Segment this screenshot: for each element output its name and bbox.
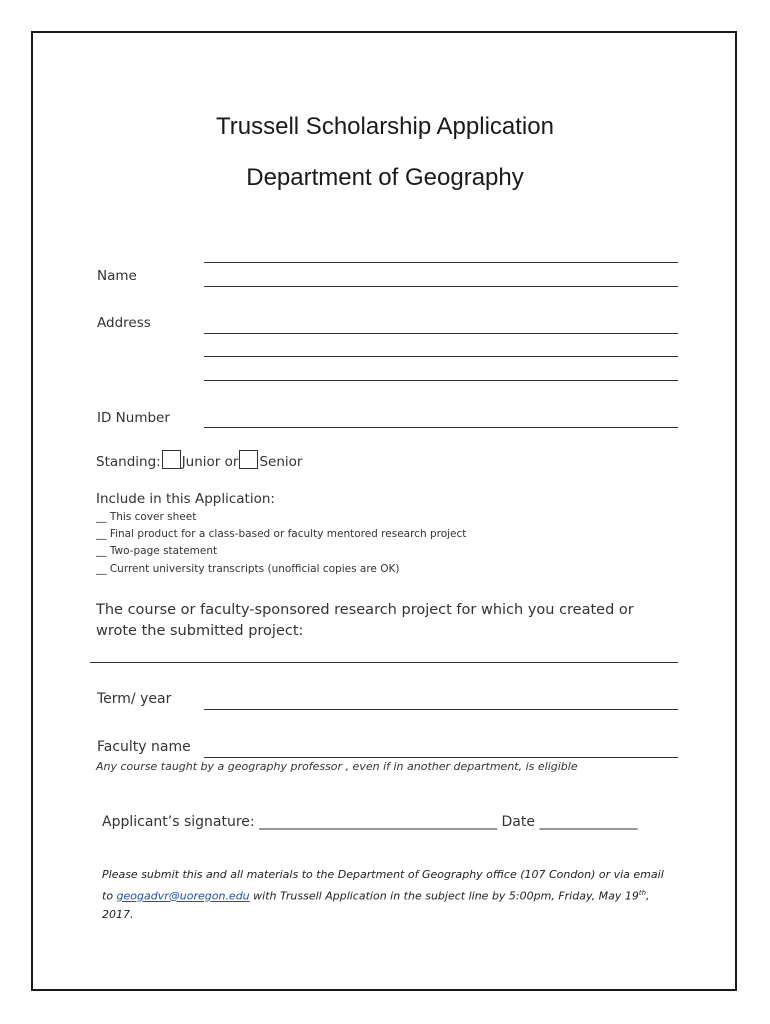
name-label: Name xyxy=(97,268,137,284)
email-link[interactable]: geogadvr@uoregon.edu xyxy=(116,889,250,903)
id-number-label: ID Number xyxy=(97,410,170,426)
eligibility-note: Any course taught by a geography professor , even if in another department, is eligible xyxy=(96,760,578,773)
standing-row xyxy=(96,450,302,470)
address-label: Address xyxy=(97,315,151,331)
checklist-item-final-product: __ Final product for a class-based or faculty mentored research project xyxy=(96,528,467,540)
submission-text: Please submit this and all materials to the Department of Geography office (107 Condon) or via email to xyxy=(102,868,664,903)
senior-label: Senior xyxy=(259,454,303,470)
submission-deadline-text: with Trussell Application in the subject line by 5:00pm, Friday, May 19 xyxy=(249,889,639,903)
address-field-line-2[interactable] xyxy=(204,356,678,357)
standing-label: Standing: xyxy=(96,454,161,470)
address-field-line-3[interactable] xyxy=(204,380,678,381)
checklist-item-transcripts: __ Current university transcripts (unofficial copies are OK) xyxy=(96,563,400,575)
faculty-name-field[interactable] xyxy=(204,757,678,758)
senior-checkbox[interactable] xyxy=(239,450,258,469)
department-title: Department of Geography xyxy=(246,164,524,191)
project-question: The course or faculty-sponsored research project for which you created or wrote the submitted project: xyxy=(96,602,634,639)
submission-instructions xyxy=(102,866,678,924)
id-number-field[interactable] xyxy=(204,427,678,428)
name-field[interactable] xyxy=(204,286,678,287)
checklist-heading: Include in this Application: xyxy=(96,491,275,507)
term-year-field[interactable] xyxy=(204,709,678,710)
faculty-name-label: Faculty name xyxy=(97,739,191,755)
checklist-item-statement: __ Two-page statement xyxy=(96,545,218,557)
submission-year-text: , 2017. xyxy=(102,889,650,921)
form-title: Trussell Scholarship Application xyxy=(216,113,554,140)
checklist-item-cover-sheet: __ This cover sheet xyxy=(96,511,197,523)
junior-checkbox[interactable] xyxy=(162,450,181,469)
address-field-line-1[interactable] xyxy=(204,333,678,334)
signature-date-line[interactable]: Applicant’s signature: __________________________________ Date ______________ xyxy=(102,814,638,830)
date-ordinal-suffix: th xyxy=(638,889,647,897)
project-answer-field[interactable] xyxy=(90,662,678,663)
term-year-label: Term/ year xyxy=(97,691,172,707)
junior-label: Junior or xyxy=(181,454,239,470)
name-line-top xyxy=(204,262,678,263)
